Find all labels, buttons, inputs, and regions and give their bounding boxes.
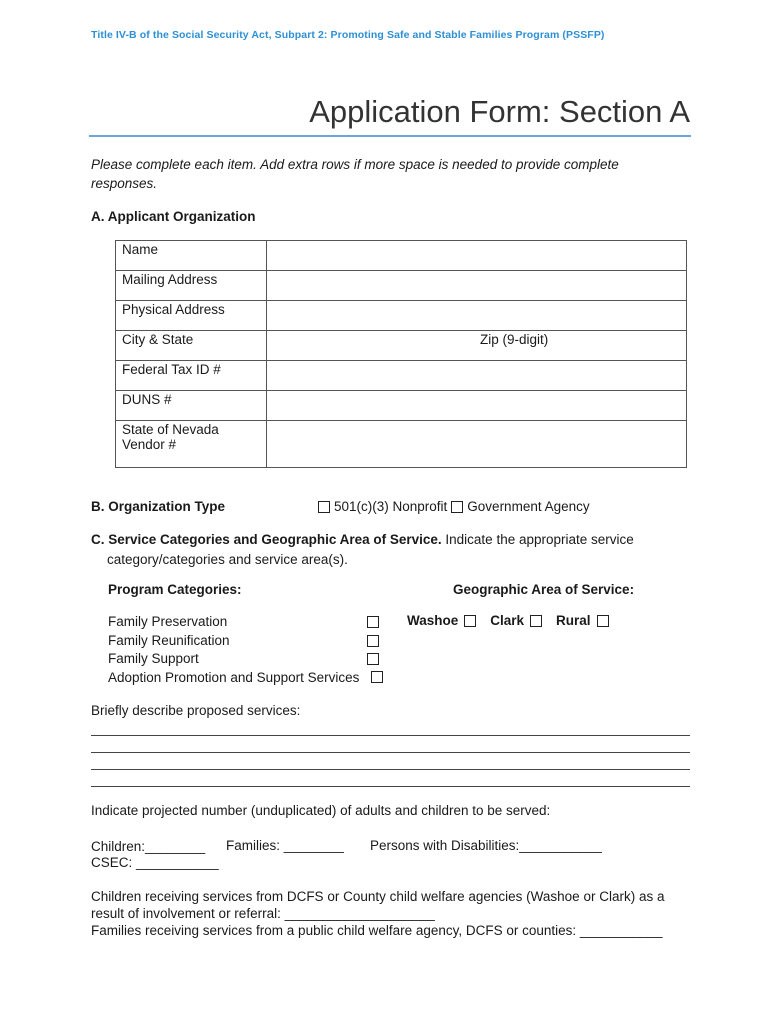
vendor-number-label: State of Nevada Vendor # <box>116 421 267 468</box>
section-c-title: C. Service Categories and Geographic Area of Service. <box>91 532 442 547</box>
mailing-address-field[interactable] <box>267 271 687 301</box>
dcfs-children-line[interactable]: Children receiving services from DCFS or County child welfare agencies (Washoe or Clark) as a result of involvement or referral: ____________________ <box>91 889 665 921</box>
table-row <box>116 361 687 391</box>
families-count[interactable]: Families: ________ <box>226 838 344 853</box>
brief-description-prompt: Briefly describe proposed services: <box>91 703 301 718</box>
physical-address-field[interactable] <box>267 301 687 331</box>
area-clark <box>490 613 542 628</box>
government-agency-option <box>451 499 589 514</box>
family-support-checkbox[interactable] <box>367 653 379 665</box>
government-agency-checkbox[interactable] <box>451 501 463 513</box>
geographic-options <box>407 613 623 628</box>
program-categories-heading: Program Categories: <box>108 582 242 597</box>
instructions: Please complete each item. Add extra rows if more space is needed to provide complete responses. <box>91 157 619 191</box>
page-title: Application Form: Section A <box>309 94 690 129</box>
vendor-number-field[interactable] <box>267 421 687 468</box>
clark-label: Clark <box>490 613 525 628</box>
projected-number-prompt: Indicate projected number (unduplicated) of adults and children to be served: <box>91 803 551 818</box>
csec-count[interactable]: CSEC: ___________ <box>91 855 219 870</box>
adoption-promotion-checkbox[interactable] <box>371 671 383 683</box>
table-row <box>116 391 687 421</box>
mailing-address-label: Mailing Address <box>116 271 267 301</box>
table-row <box>116 331 687 361</box>
federal-tax-id-label: Federal Tax ID # <box>116 361 267 391</box>
section-c-instruction-cont: category/categories and service area(s). <box>107 551 348 567</box>
nonprofit-option <box>318 499 447 514</box>
federal-tax-id-field[interactable] <box>267 361 687 391</box>
section-b-title: B. Organization Type <box>91 499 226 514</box>
program-checkboxes <box>367 616 383 672</box>
program-header: Title IV-B of the Social Security Act, Subpart 2: Promoting Safe and Stable Families Program (PSSFP) <box>91 29 605 41</box>
dcfs-section <box>91 888 691 939</box>
section-a-title: A. Applicant Organization <box>91 209 256 224</box>
nonprofit-label: 501(c)(3) Nonprofit <box>334 499 448 514</box>
city-state-field[interactable] <box>267 331 687 361</box>
physical-address-label: Physical Address <box>116 301 267 331</box>
washoe-label: Washoe <box>407 613 459 628</box>
rural-checkbox[interactable] <box>597 615 609 627</box>
washoe-checkbox[interactable] <box>464 615 476 627</box>
zip-label: Zip (9-digit) <box>480 332 549 347</box>
nonprofit-checkbox[interactable] <box>318 501 330 513</box>
duns-label: DUNS # <box>116 391 267 421</box>
clark-checkbox[interactable] <box>530 615 542 627</box>
organization-type-options <box>318 499 594 514</box>
rural-label: Rural <box>556 613 591 628</box>
applicant-organization-table <box>115 240 687 468</box>
children-count[interactable]: Children:________ <box>91 839 206 854</box>
duns-field[interactable] <box>267 391 687 421</box>
table-row <box>116 241 687 271</box>
area-washoe <box>407 613 476 628</box>
table-row <box>116 421 687 468</box>
table-row <box>116 301 687 331</box>
description-line[interactable] <box>91 752 690 753</box>
description-line[interactable] <box>91 769 690 770</box>
name-field[interactable] <box>267 241 687 271</box>
section-c-intro <box>91 530 681 569</box>
dcfs-families-line[interactable]: Families receiving services from a public child welfare agency, DCFS or counties: ___________ <box>91 923 663 938</box>
family-preservation-checkbox[interactable] <box>367 616 379 628</box>
area-rural <box>556 613 609 628</box>
title-divider <box>89 135 691 137</box>
table-row <box>116 271 687 301</box>
program-family-support: Family Support <box>108 651 199 666</box>
section-c-instruction: Indicate the appropriate service <box>445 532 634 547</box>
description-line[interactable] <box>91 735 690 736</box>
disabilities-count[interactable]: Persons with Disabilities:___________ <box>370 838 602 853</box>
description-line[interactable] <box>91 786 690 787</box>
program-adoption-promotion: Adoption Promotion and Support Services <box>108 669 360 685</box>
name-label: Name <box>116 241 267 271</box>
government-agency-label: Government Agency <box>467 499 590 514</box>
program-family-reunification: Family Reunification <box>108 632 230 648</box>
geographic-area-heading: Geographic Area of Service: <box>453 582 635 597</box>
program-family-preservation: Family Preservation <box>108 614 228 629</box>
family-reunification-checkbox[interactable] <box>367 635 379 647</box>
city-state-label: City & State <box>116 331 267 361</box>
program-list <box>108 613 359 687</box>
